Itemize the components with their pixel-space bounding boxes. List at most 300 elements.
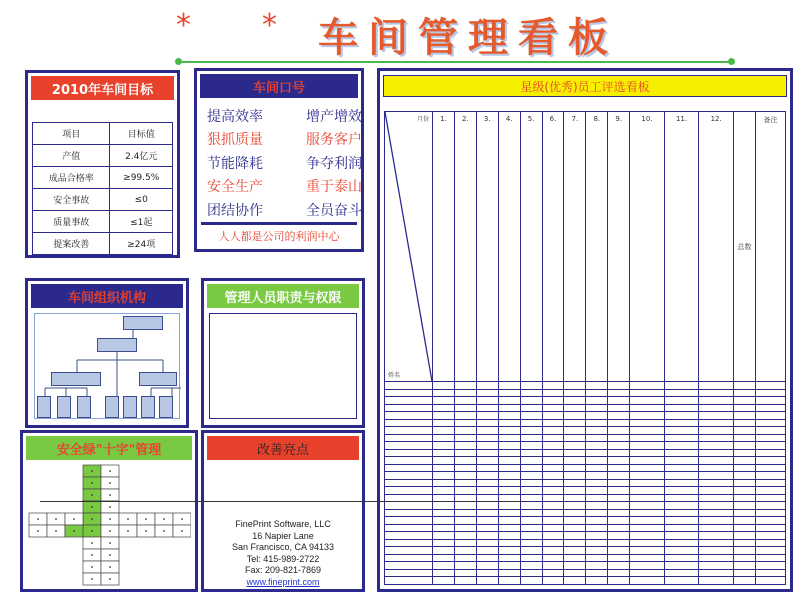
board-cell[interactable] (454, 547, 476, 555)
board-cell[interactable] (734, 472, 756, 480)
board-cell[interactable] (476, 457, 498, 465)
board-name-cell[interactable] (385, 442, 433, 450)
board-cell[interactable] (699, 442, 734, 450)
board-cell[interactable] (498, 449, 520, 457)
board-cell[interactable] (630, 479, 665, 487)
board-cell[interactable] (564, 539, 586, 547)
board-cell[interactable] (498, 427, 520, 435)
board-cell[interactable] (586, 539, 608, 547)
board-cell[interactable] (756, 494, 786, 502)
board-cell[interactable] (498, 532, 520, 540)
board-cell[interactable] (664, 532, 699, 540)
board-cell[interactable] (520, 472, 542, 480)
board-cell[interactable] (564, 464, 586, 472)
board-cell[interactable] (476, 524, 498, 532)
board-name-cell[interactable] (385, 509, 433, 517)
board-cell[interactable] (454, 404, 476, 412)
board-cell[interactable] (476, 562, 498, 570)
board-name-cell[interactable] (385, 397, 433, 405)
board-cell[interactable] (433, 532, 455, 540)
board-cell[interactable] (520, 554, 542, 562)
board-cell[interactable] (734, 397, 756, 405)
board-cell[interactable] (520, 539, 542, 547)
board-name-cell[interactable] (385, 487, 433, 495)
board-name-cell[interactable] (385, 562, 433, 570)
board-cell[interactable] (630, 427, 665, 435)
board-cell[interactable] (608, 419, 630, 427)
board-cell[interactable] (498, 524, 520, 532)
board-cell[interactable] (520, 547, 542, 555)
board-cell[interactable] (586, 457, 608, 465)
board-cell[interactable] (586, 562, 608, 570)
board-name-cell[interactable] (385, 412, 433, 420)
board-cell[interactable] (520, 457, 542, 465)
board-cell[interactable] (734, 404, 756, 412)
board-cell[interactable] (586, 577, 608, 585)
board-cell[interactable] (608, 472, 630, 480)
board-cell[interactable] (608, 434, 630, 442)
board-cell[interactable] (756, 382, 786, 390)
board-cell[interactable] (542, 487, 564, 495)
board-cell[interactable] (630, 509, 665, 517)
board-cell[interactable] (608, 524, 630, 532)
board-cell[interactable] (630, 382, 665, 390)
board-cell[interactable] (454, 389, 476, 397)
board-name-cell[interactable] (385, 539, 433, 547)
board-cell[interactable] (564, 449, 586, 457)
board-cell[interactable] (542, 457, 564, 465)
board-cell[interactable] (498, 569, 520, 577)
board-cell[interactable] (476, 539, 498, 547)
board-cell[interactable] (586, 464, 608, 472)
board-cell[interactable] (564, 509, 586, 517)
board-cell[interactable] (699, 554, 734, 562)
board-cell[interactable] (699, 502, 734, 510)
board-cell[interactable] (699, 397, 734, 405)
board-cell[interactable] (476, 397, 498, 405)
board-cell[interactable] (564, 547, 586, 555)
board-cell[interactable] (454, 472, 476, 480)
board-name-cell[interactable] (385, 547, 433, 555)
board-cell[interactable] (586, 569, 608, 577)
board-cell[interactable] (734, 442, 756, 450)
board-cell[interactable] (608, 412, 630, 420)
board-cell[interactable] (476, 404, 498, 412)
board-cell[interactable] (699, 569, 734, 577)
board-name-cell[interactable] (385, 577, 433, 585)
board-cell[interactable] (756, 449, 786, 457)
board-cell[interactable] (542, 562, 564, 570)
board-cell[interactable] (630, 539, 665, 547)
board-cell[interactable] (756, 562, 786, 570)
board-cell[interactable] (454, 449, 476, 457)
board-cell[interactable] (564, 457, 586, 465)
board-cell[interactable] (756, 472, 786, 480)
board-cell[interactable] (630, 562, 665, 570)
board-cell[interactable] (756, 479, 786, 487)
board-cell[interactable] (756, 427, 786, 435)
board-name-cell[interactable] (385, 524, 433, 532)
board-cell[interactable] (433, 434, 455, 442)
board-cell[interactable] (608, 562, 630, 570)
board-cell[interactable] (756, 539, 786, 547)
board-cell[interactable] (756, 517, 786, 525)
board-cell[interactable] (476, 547, 498, 555)
board-cell[interactable] (498, 382, 520, 390)
board-cell[interactable] (433, 427, 455, 435)
board-name-cell[interactable] (385, 479, 433, 487)
board-cell[interactable] (498, 562, 520, 570)
board-cell[interactable] (542, 524, 564, 532)
board-cell[interactable] (699, 562, 734, 570)
board-cell[interactable] (586, 419, 608, 427)
board-cell[interactable] (454, 442, 476, 450)
board-cell[interactable] (476, 554, 498, 562)
board-cell[interactable] (454, 479, 476, 487)
board-cell[interactable] (564, 434, 586, 442)
board-name-cell[interactable] (385, 554, 433, 562)
board-cell[interactable] (630, 502, 665, 510)
board-cell[interactable] (664, 412, 699, 420)
board-cell[interactable] (520, 389, 542, 397)
board-cell[interactable] (454, 569, 476, 577)
board-cell[interactable] (520, 479, 542, 487)
board-cell[interactable] (498, 539, 520, 547)
board-cell[interactable] (630, 517, 665, 525)
board-cell[interactable] (608, 539, 630, 547)
board-cell[interactable] (542, 382, 564, 390)
board-cell[interactable] (564, 494, 586, 502)
board-cell[interactable] (498, 404, 520, 412)
board-cell[interactable] (454, 382, 476, 390)
board-cell[interactable] (734, 427, 756, 435)
board-cell[interactable] (734, 509, 756, 517)
board-cell[interactable] (734, 464, 756, 472)
board-cell[interactable] (476, 389, 498, 397)
board-cell[interactable] (476, 382, 498, 390)
board-cell[interactable] (476, 479, 498, 487)
board-cell[interactable] (608, 517, 630, 525)
board-cell[interactable] (433, 554, 455, 562)
board-cell[interactable] (520, 427, 542, 435)
board-cell[interactable] (586, 472, 608, 480)
board-cell[interactable] (433, 547, 455, 555)
board-cell[interactable] (664, 577, 699, 585)
board-cell[interactable] (564, 404, 586, 412)
board-cell[interactable] (476, 487, 498, 495)
board-cell[interactable] (734, 532, 756, 540)
board-cell[interactable] (542, 539, 564, 547)
board-cell[interactable] (433, 412, 455, 420)
board-cell[interactable] (564, 502, 586, 510)
board-cell[interactable] (699, 472, 734, 480)
board-cell[interactable] (520, 412, 542, 420)
board-cell[interactable] (476, 434, 498, 442)
board-cell[interactable] (454, 397, 476, 405)
board-cell[interactable] (498, 547, 520, 555)
board-cell[interactable] (454, 562, 476, 570)
board-cell[interactable] (608, 442, 630, 450)
board-cell[interactable] (542, 517, 564, 525)
board-cell[interactable] (564, 577, 586, 585)
board-cell[interactable] (520, 487, 542, 495)
board-cell[interactable] (699, 464, 734, 472)
board-cell[interactable] (520, 397, 542, 405)
board-cell[interactable] (520, 502, 542, 510)
board-cell[interactable] (608, 577, 630, 585)
board-cell[interactable] (586, 404, 608, 412)
board-cell[interactable] (756, 404, 786, 412)
board-cell[interactable] (498, 554, 520, 562)
board-cell[interactable] (608, 502, 630, 510)
board-cell[interactable] (433, 479, 455, 487)
board-cell[interactable] (542, 389, 564, 397)
board-cell[interactable] (454, 487, 476, 495)
board-cell[interactable] (433, 562, 455, 570)
board-cell[interactable] (699, 479, 734, 487)
board-cell[interactable] (498, 472, 520, 480)
board-cell[interactable] (586, 547, 608, 555)
board-cell[interactable] (664, 382, 699, 390)
board-cell[interactable] (564, 532, 586, 540)
board-cell[interactable] (630, 442, 665, 450)
board-cell[interactable] (664, 524, 699, 532)
board-cell[interactable] (608, 427, 630, 435)
board-cell[interactable] (630, 397, 665, 405)
board-cell[interactable] (756, 577, 786, 585)
board-cell[interactable] (630, 532, 665, 540)
board-cell[interactable] (586, 442, 608, 450)
board-cell[interactable] (699, 487, 734, 495)
board-cell[interactable] (454, 502, 476, 510)
board-cell[interactable] (433, 404, 455, 412)
board-cell[interactable] (608, 382, 630, 390)
board-cell[interactable] (630, 412, 665, 420)
board-cell[interactable] (664, 449, 699, 457)
board-cell[interactable] (433, 472, 455, 480)
board-cell[interactable] (454, 517, 476, 525)
board-cell[interactable] (664, 442, 699, 450)
board-cell[interactable] (630, 434, 665, 442)
board-cell[interactable] (664, 397, 699, 405)
board-cell[interactable] (498, 412, 520, 420)
board-cell[interactable] (433, 509, 455, 517)
board-cell[interactable] (630, 524, 665, 532)
board-cell[interactable] (520, 532, 542, 540)
board-cell[interactable] (756, 554, 786, 562)
board-cell[interactable] (664, 419, 699, 427)
board-cell[interactable] (699, 517, 734, 525)
board-cell[interactable] (699, 539, 734, 547)
board-cell[interactable] (520, 524, 542, 532)
board-cell[interactable] (542, 554, 564, 562)
board-cell[interactable] (454, 577, 476, 585)
board-cell[interactable] (734, 449, 756, 457)
board-cell[interactable] (699, 382, 734, 390)
board-cell[interactable] (564, 419, 586, 427)
board-cell[interactable] (498, 457, 520, 465)
board-cell[interactable] (476, 419, 498, 427)
board-cell[interactable] (564, 479, 586, 487)
board-cell[interactable] (476, 464, 498, 472)
board-cell[interactable] (756, 389, 786, 397)
board-cell[interactable] (542, 464, 564, 472)
board-cell[interactable] (664, 494, 699, 502)
board-cell[interactable] (664, 434, 699, 442)
board-cell[interactable] (734, 562, 756, 570)
board-cell[interactable] (520, 509, 542, 517)
board-cell[interactable] (498, 479, 520, 487)
board-cell[interactable] (498, 502, 520, 510)
board-cell[interactable] (542, 449, 564, 457)
board-cell[interactable] (630, 464, 665, 472)
board-name-cell[interactable] (385, 502, 433, 510)
board-cell[interactable] (476, 412, 498, 420)
board-cell[interactable] (756, 502, 786, 510)
board-name-cell[interactable] (385, 569, 433, 577)
board-cell[interactable] (476, 449, 498, 457)
board-cell[interactable] (756, 532, 786, 540)
board-cell[interactable] (586, 397, 608, 405)
board-cell[interactable] (586, 434, 608, 442)
board-name-cell[interactable] (385, 389, 433, 397)
board-cell[interactable] (756, 547, 786, 555)
board-cell[interactable] (586, 449, 608, 457)
board-cell[interactable] (542, 569, 564, 577)
board-cell[interactable] (433, 397, 455, 405)
board-cell[interactable] (520, 382, 542, 390)
board-cell[interactable] (433, 442, 455, 450)
board-cell[interactable] (564, 397, 586, 405)
board-cell[interactable] (564, 389, 586, 397)
board-cell[interactable] (630, 569, 665, 577)
board-cell[interactable] (498, 434, 520, 442)
board-cell[interactable] (433, 457, 455, 465)
board-cell[interactable] (608, 479, 630, 487)
board-cell[interactable] (734, 547, 756, 555)
board-name-cell[interactable] (385, 532, 433, 540)
board-cell[interactable] (734, 419, 756, 427)
board-cell[interactable] (476, 532, 498, 540)
board-cell[interactable] (564, 442, 586, 450)
board-cell[interactable] (476, 577, 498, 585)
board-cell[interactable] (542, 412, 564, 420)
board-cell[interactable] (608, 464, 630, 472)
board-cell[interactable] (520, 569, 542, 577)
board-cell[interactable] (586, 487, 608, 495)
board-cell[interactable] (433, 419, 455, 427)
board-cell[interactable] (520, 577, 542, 585)
board-cell[interactable] (586, 554, 608, 562)
board-cell[interactable] (542, 577, 564, 585)
board-cell[interactable] (664, 517, 699, 525)
board-cell[interactable] (699, 457, 734, 465)
board-cell[interactable] (586, 389, 608, 397)
board-cell[interactable] (608, 457, 630, 465)
board-cell[interactable] (454, 434, 476, 442)
board-cell[interactable] (586, 517, 608, 525)
board-cell[interactable] (586, 412, 608, 420)
board-cell[interactable] (630, 494, 665, 502)
board-cell[interactable] (664, 554, 699, 562)
board-cell[interactable] (664, 547, 699, 555)
board-cell[interactable] (630, 472, 665, 480)
board-cell[interactable] (433, 389, 455, 397)
board-cell[interactable] (734, 524, 756, 532)
board-cell[interactable] (586, 479, 608, 487)
board-cell[interactable] (608, 494, 630, 502)
board-cell[interactable] (630, 457, 665, 465)
board-cell[interactable] (542, 419, 564, 427)
board-cell[interactable] (630, 487, 665, 495)
board-cell[interactable] (498, 419, 520, 427)
board-cell[interactable] (542, 494, 564, 502)
board-cell[interactable] (756, 569, 786, 577)
board-cell[interactable] (756, 464, 786, 472)
board-cell[interactable] (630, 404, 665, 412)
board-cell[interactable] (664, 502, 699, 510)
board-name-cell[interactable] (385, 457, 433, 465)
board-cell[interactable] (454, 524, 476, 532)
board-cell[interactable] (454, 457, 476, 465)
board-cell[interactable] (630, 419, 665, 427)
board-cell[interactable] (734, 554, 756, 562)
board-cell[interactable] (520, 442, 542, 450)
board-cell[interactable] (608, 554, 630, 562)
contact-web-link[interactable]: www.fineprint.com (246, 576, 320, 587)
board-cell[interactable] (476, 569, 498, 577)
board-cell[interactable] (734, 434, 756, 442)
board-cell[interactable] (664, 427, 699, 435)
board-cell[interactable] (586, 427, 608, 435)
board-cell[interactable] (734, 412, 756, 420)
board-cell[interactable] (734, 517, 756, 525)
board-cell[interactable] (630, 389, 665, 397)
board-cell[interactable] (756, 412, 786, 420)
board-cell[interactable] (520, 419, 542, 427)
board-cell[interactable] (433, 449, 455, 457)
board-cell[interactable] (630, 577, 665, 585)
board-cell[interactable] (630, 547, 665, 555)
board-cell[interactable] (542, 532, 564, 540)
board-cell[interactable] (433, 577, 455, 585)
board-cell[interactable] (520, 449, 542, 457)
board-cell[interactable] (756, 419, 786, 427)
board-cell[interactable] (454, 419, 476, 427)
board-cell[interactable] (734, 569, 756, 577)
board-cell[interactable] (564, 427, 586, 435)
board-cell[interactable] (564, 569, 586, 577)
board-cell[interactable] (498, 397, 520, 405)
board-cell[interactable] (476, 472, 498, 480)
board-cell[interactable] (498, 517, 520, 525)
board-cell[interactable] (586, 524, 608, 532)
board-cell[interactable] (608, 547, 630, 555)
board-cell[interactable] (608, 389, 630, 397)
board-cell[interactable] (498, 442, 520, 450)
board-cell[interactable] (433, 539, 455, 547)
board-cell[interactable] (520, 464, 542, 472)
board-cell[interactable] (608, 404, 630, 412)
board-cell[interactable] (542, 427, 564, 435)
board-cell[interactable] (433, 487, 455, 495)
board-cell[interactable] (734, 577, 756, 585)
board-cell[interactable] (542, 479, 564, 487)
board-cell[interactable] (476, 442, 498, 450)
board-cell[interactable] (498, 487, 520, 495)
board-cell[interactable] (734, 487, 756, 495)
board-cell[interactable] (454, 464, 476, 472)
